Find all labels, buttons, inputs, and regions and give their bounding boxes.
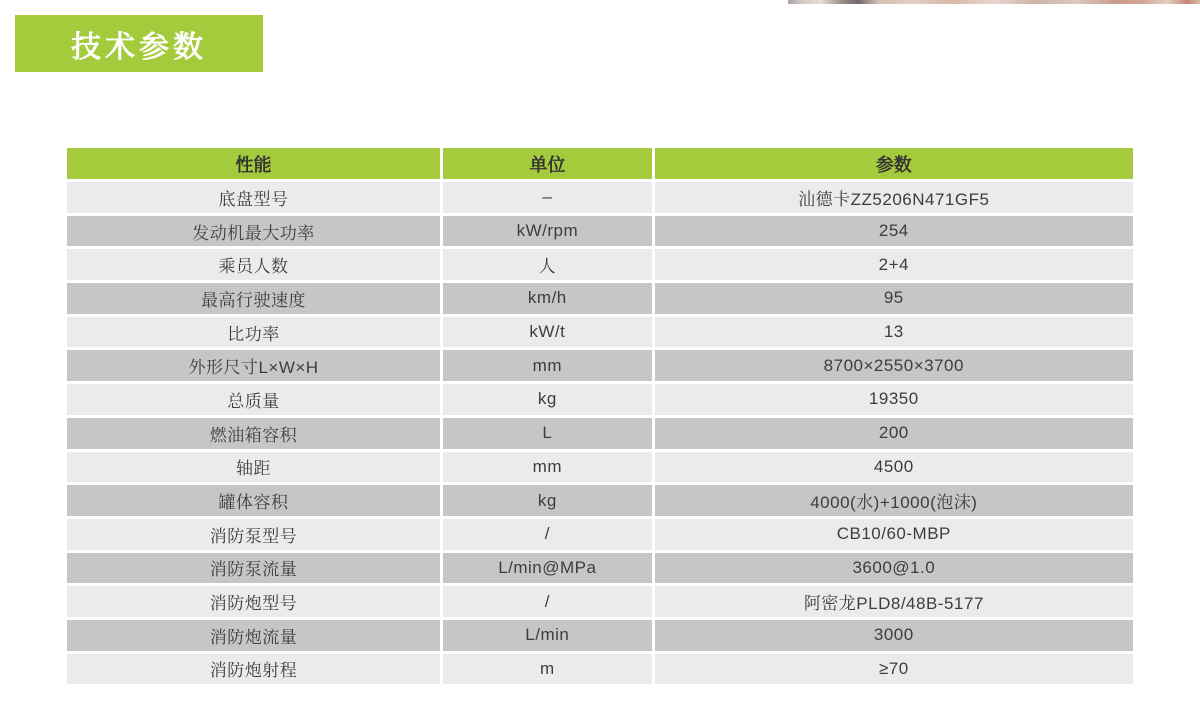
table-row <box>67 553 1133 584</box>
table-row <box>67 216 1133 247</box>
cell-value: 95 <box>655 283 1133 314</box>
header-performance: 性能 <box>67 148 440 179</box>
cell-name: 外形尺寸L×W×H <box>67 350 440 381</box>
cell-unit: kg <box>443 384 652 415</box>
cell-unit: m <box>443 654 652 685</box>
cell-name: 总质量 <box>67 384 440 415</box>
cell-unit: kW/rpm <box>443 216 652 247</box>
table-row <box>67 350 1133 381</box>
cell-name: 燃油箱容积 <box>67 418 440 449</box>
cell-value: 阿密龙PLD8/48B-5177 <box>655 586 1133 617</box>
cell-value: 3000 <box>655 620 1133 651</box>
cell-value: 4500 <box>655 452 1133 483</box>
header-row <box>67 148 1133 179</box>
cell-name: 轴距 <box>67 452 440 483</box>
cell-value: 8700×2550×3700 <box>655 350 1133 381</box>
table-row <box>67 317 1133 348</box>
cell-unit: mm <box>443 350 652 381</box>
cell-unit: L/min@MPa <box>443 553 652 584</box>
table-row <box>67 485 1133 516</box>
table-row <box>67 452 1133 483</box>
cell-unit: 人 <box>443 249 652 280</box>
section-title-badge <box>15 15 263 72</box>
cell-unit: kg <box>443 485 652 516</box>
table-row <box>67 384 1133 415</box>
cell-name: 最高行驶速度 <box>67 283 440 314</box>
header-unit: 单位 <box>443 148 652 179</box>
table-row <box>67 654 1133 685</box>
cell-value: 254 <box>655 216 1133 247</box>
cell-value: 2+4 <box>655 249 1133 280</box>
cell-unit: L <box>443 418 652 449</box>
cell-unit: / <box>443 586 652 617</box>
cell-name: 消防泵型号 <box>67 519 440 550</box>
cell-name: 比功率 <box>67 317 440 348</box>
cell-name: 消防炮型号 <box>67 586 440 617</box>
header-parameter: 参数 <box>655 148 1133 179</box>
cell-value: 4000(水)+1000(泡沫) <box>655 485 1133 516</box>
cell-unit: mm <box>443 452 652 483</box>
cell-name: 消防泵流量 <box>67 553 440 584</box>
cell-value: CB10/60-MBP <box>655 519 1133 550</box>
table-row <box>67 620 1133 651</box>
cell-value: 汕德卡ZZ5206N471GF5 <box>655 182 1133 213</box>
table-row <box>67 418 1133 449</box>
table-row <box>67 182 1133 213</box>
cell-name: 乘员人数 <box>67 249 440 280</box>
cell-name: 消防炮流量 <box>67 620 440 651</box>
cell-name: 消防炮射程 <box>67 654 440 685</box>
cell-unit: kW/t <box>443 317 652 348</box>
table-row <box>67 249 1133 280</box>
cell-value: 200 <box>655 418 1133 449</box>
cell-unit: – <box>443 182 652 213</box>
spec-table <box>64 145 1136 687</box>
cell-value: 13 <box>655 317 1133 348</box>
cell-value: ≥70 <box>655 654 1133 685</box>
cell-unit: km/h <box>443 283 652 314</box>
cell-value: 19350 <box>655 384 1133 415</box>
table-row <box>67 586 1133 617</box>
table-row <box>67 519 1133 550</box>
cell-unit: L/min <box>443 620 652 651</box>
cell-value: 3600@1.0 <box>655 553 1133 584</box>
cell-name: 发动机最大功率 <box>67 216 440 247</box>
cell-name: 底盘型号 <box>67 182 440 213</box>
top-right-image-remnant <box>788 0 1200 4</box>
section-title: 技术参数 <box>71 30 207 64</box>
cell-unit: / <box>443 519 652 550</box>
cell-name: 罐体容积 <box>67 485 440 516</box>
table-row <box>67 283 1133 314</box>
